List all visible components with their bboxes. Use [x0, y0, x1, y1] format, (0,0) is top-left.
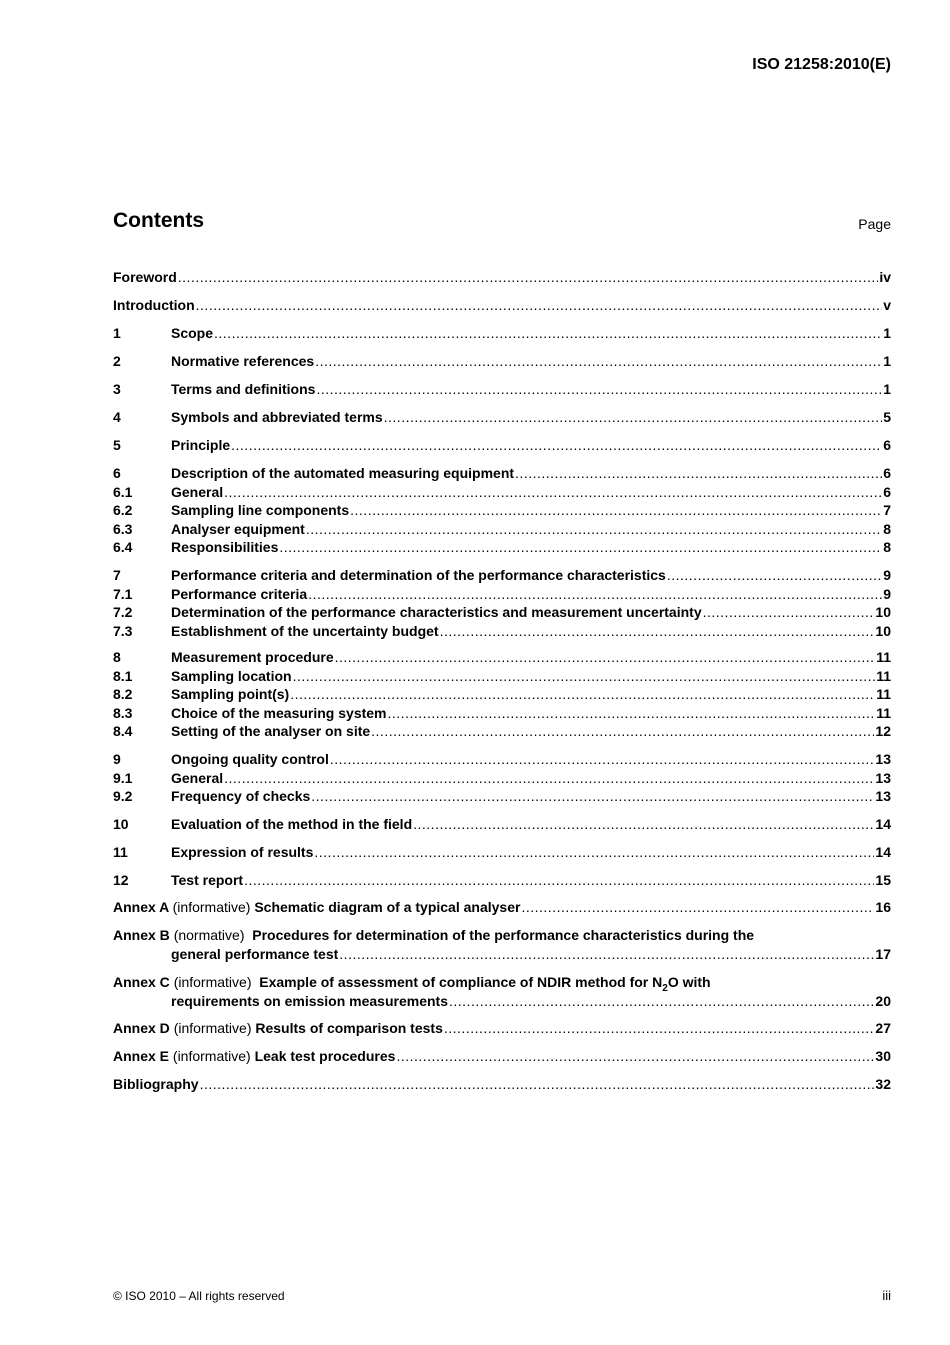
toc-title-line1: Example of assessment of compliance of NDIR method for N [259, 974, 663, 990]
toc-entry[interactable] [113, 685, 891, 704]
leader-dots [396, 1047, 874, 1065]
toc-page: 30 [875, 1048, 891, 1064]
leader-dots [371, 722, 874, 740]
toc-entry[interactable] [113, 750, 891, 769]
annex-label: Annex C [113, 974, 170, 990]
toc-clause-8 [113, 648, 891, 741]
toc-entry-annex[interactable] [113, 1019, 891, 1038]
toc-entry-foreword[interactable] [113, 268, 891, 287]
leader-dots [413, 815, 874, 833]
toc-page: 13 [875, 788, 891, 805]
toc-entry-annex[interactable] [113, 1047, 891, 1066]
toc-entry[interactable] [113, 352, 891, 371]
toc-title: General [171, 483, 224, 500]
leader-dots [224, 483, 882, 501]
toc-front-matter [113, 268, 891, 314]
footer-page-number: iii [882, 1288, 891, 1303]
leader-dots [224, 769, 874, 787]
toc-page: 9 [883, 567, 891, 583]
toc-title: Performance criteria and determination of the performance characteristics [171, 567, 666, 583]
toc-entry[interactable] [113, 380, 891, 399]
toc-number: 6.1 [113, 483, 133, 500]
toc-title: Performance criteria [171, 585, 308, 602]
toc-title: Frequency of checks [171, 788, 311, 805]
toc-number: 4 [113, 408, 121, 425]
annex-label: Annex A [113, 899, 169, 915]
toc-title: Sampling location [171, 667, 292, 684]
leader-dots [293, 667, 876, 685]
annex-label: Annex E [113, 1048, 170, 1064]
toc-title: Introduction [113, 296, 195, 313]
toc-title: Analyser equipment [171, 520, 305, 537]
annex-label: Annex B [113, 927, 170, 943]
toc-entry[interactable] [113, 815, 891, 834]
toc-clause-6 [113, 464, 891, 557]
toc-title: Description of the automated measuring equipment [171, 465, 515, 481]
toc-title: Leak test procedures [254, 1048, 396, 1064]
toc-title: Determination of the performance characteristics and measurement uncertainty [171, 604, 702, 621]
leader-dots [315, 352, 882, 370]
toc-number: 6 [113, 465, 121, 481]
toc-entry[interactable] [113, 483, 891, 502]
toc-page: 5 [883, 408, 891, 425]
toc-clause-7 [113, 566, 891, 640]
toc-title: Expression of results [171, 843, 314, 860]
toc-page: 13 [875, 769, 891, 786]
toc-annex-c [113, 973, 891, 1011]
toc-title-line1: Procedures for determination of the performance characteristics during the [252, 927, 755, 943]
toc-number: 12 [113, 871, 129, 888]
annex-kind: (informative) [172, 899, 251, 915]
leader-dots [306, 520, 882, 538]
leader-dots [231, 436, 882, 454]
toc-page: 1 [883, 352, 891, 369]
toc-number: 11 [113, 843, 128, 860]
toc-title: Scope [171, 325, 214, 341]
toc-title: Symbols and abbreviated terms [171, 408, 383, 425]
toc-page: 10 [875, 604, 891, 621]
leader-dots [244, 871, 874, 889]
toc-page: 8 [883, 539, 891, 556]
toc-page: 14 [875, 816, 891, 832]
toc-entry[interactable] [113, 722, 891, 741]
toc-entry[interactable] [113, 408, 891, 427]
leader-dots [449, 992, 874, 1010]
leader-dots [200, 1075, 875, 1093]
toc-title: Responsibilities [171, 539, 279, 556]
toc-title: Sampling line components [171, 502, 350, 519]
toc-title: Ongoing quality control [171, 751, 329, 767]
toc-entry[interactable] [113, 622, 891, 641]
toc-number: 6.3 [113, 520, 133, 537]
leader-dots [279, 538, 882, 556]
toc-number: 8.4 [113, 723, 133, 740]
toc-number: 9.1 [113, 769, 133, 786]
leader-dots [214, 324, 882, 342]
leader-dots [311, 787, 874, 805]
annex-label: Annex D [113, 1020, 170, 1036]
toc-page: 1 [883, 325, 891, 341]
toc-page: 7 [883, 502, 891, 519]
toc-number: 8.1 [113, 667, 133, 684]
toc-page: 9 [883, 585, 891, 602]
toc-annexes-d-e-bibliography [113, 1019, 891, 1094]
document-id: ISO 21258:2010(E) [752, 56, 891, 73]
toc-number: 7.1 [113, 585, 133, 602]
leader-dots [178, 268, 879, 286]
toc-title: Foreword [113, 269, 177, 285]
toc-number: 9.2 [113, 788, 133, 805]
toc-entry[interactable] [113, 871, 891, 890]
toc-page: 20 [875, 993, 891, 1009]
toc-page: v [883, 296, 891, 313]
annex-kind: (informative) [173, 1020, 252, 1036]
toc-entry-annex[interactable] [113, 898, 891, 917]
toc-title-line2: general performance test [171, 946, 339, 962]
contents-heading: Contents [113, 209, 204, 232]
subscript: 2 [662, 982, 668, 994]
toc-entry-annex[interactable] [113, 973, 891, 992]
leader-dots [515, 464, 882, 482]
footer-copyright: © ISO 2010 – All rights reserved [113, 1289, 285, 1303]
toc-number: 7.2 [113, 604, 133, 621]
toc-title: Test report [171, 871, 244, 888]
leader-dots [316, 380, 882, 398]
annex-reference [113, 898, 254, 916]
toc-title: Sampling point(s) [171, 686, 290, 703]
toc-clause-9 [113, 750, 891, 806]
toc-entry[interactable] [113, 436, 891, 455]
leader-dots [521, 898, 874, 916]
toc-title: Principle [171, 436, 231, 453]
toc-entry[interactable] [113, 603, 891, 622]
toc-title: Schematic diagram of a typical analyser [254, 899, 521, 915]
toc-entry[interactable] [113, 787, 891, 806]
toc-number: 8.2 [113, 686, 133, 703]
annex-kind: (normative) [173, 927, 245, 943]
toc-entry[interactable] [113, 501, 891, 520]
toc-page: 14 [875, 843, 891, 860]
leader-dots [290, 685, 875, 703]
toc-entry[interactable] [113, 566, 891, 585]
toc-page: 6 [883, 483, 891, 500]
leader-dots [308, 585, 882, 603]
toc-page: 11 [876, 667, 891, 684]
leader-dots [350, 501, 882, 519]
toc-page: 11 [876, 704, 891, 721]
annex-kind: (informative) [172, 1048, 251, 1064]
toc-page: 6 [883, 465, 891, 481]
toc-page: 13 [875, 751, 891, 767]
toc-page: 11 [876, 649, 891, 665]
toc-entry[interactable] [113, 585, 891, 604]
toc-title: Evaluation of the method in the field [171, 816, 413, 832]
toc-entry[interactable] [113, 667, 891, 686]
toc-entry-continuation[interactable] [113, 945, 891, 964]
leader-dots [440, 622, 875, 640]
toc-entry[interactable] [113, 538, 891, 557]
toc-entry-introduction[interactable] [113, 296, 891, 315]
toc-page: 16 [875, 899, 891, 915]
leader-dots [339, 945, 874, 963]
toc-number: 8.3 [113, 704, 133, 721]
toc-entry-continuation[interactable] [113, 992, 891, 1011]
toc-entry[interactable] [113, 843, 891, 862]
toc-page: 8 [883, 520, 891, 537]
toc-clauses-1-5 [113, 324, 891, 455]
leader-dots [314, 843, 874, 861]
toc-page: 6 [883, 436, 891, 453]
toc-number: 5 [113, 436, 121, 453]
toc-title-line2: requirements on emission measurements [171, 993, 448, 1009]
toc-number: 7 [113, 567, 121, 583]
leader-dots [330, 750, 875, 768]
toc-page: 11 [876, 686, 891, 703]
toc-entry-annex[interactable] [113, 926, 891, 945]
toc-page: 17 [875, 946, 891, 962]
toc-annex-a [113, 898, 891, 917]
annex-kind: (informative) [173, 974, 252, 990]
toc-title: Measurement procedure [171, 649, 334, 665]
toc-clauses-10-12 [113, 815, 891, 890]
leader-dots [196, 296, 883, 314]
toc-entry-bibliography[interactable] [113, 1075, 891, 1094]
toc-title: Terms and definitions [171, 380, 316, 397]
toc-page: 1 [883, 380, 891, 397]
toc-entry[interactable] [113, 464, 891, 483]
annex-reference [113, 1047, 255, 1065]
toc-entry[interactable] [113, 648, 891, 667]
toc-page: 12 [875, 723, 891, 740]
leader-dots [388, 704, 876, 722]
toc-number: 6.2 [113, 502, 133, 519]
annex-reference [113, 1019, 255, 1037]
leader-dots [384, 408, 883, 426]
toc-number: 2 [113, 352, 121, 369]
leader-dots [444, 1019, 875, 1037]
toc-number: 6.4 [113, 539, 133, 556]
toc-entry[interactable] [113, 520, 891, 539]
toc-title: Normative references [171, 352, 315, 369]
toc-page: 27 [875, 1020, 891, 1036]
toc-page: 10 [875, 622, 891, 639]
toc-title: Bibliography [113, 1076, 199, 1092]
toc-page: iv [879, 269, 891, 285]
toc-number: 7.3 [113, 622, 133, 639]
toc-entry[interactable] [113, 704, 891, 723]
leader-dots [335, 648, 876, 666]
toc-number: 8 [113, 649, 121, 665]
toc-number: 1 [113, 325, 121, 341]
leader-dots [667, 566, 882, 584]
leader-dots [703, 603, 875, 621]
toc-title: Results of comparison tests [255, 1020, 443, 1036]
toc-title: Setting of the analyser on site [171, 723, 371, 740]
toc-entry[interactable] [113, 324, 891, 343]
toc-entry[interactable] [113, 769, 891, 788]
toc-page: 32 [875, 1076, 891, 1092]
toc-annex-b [113, 926, 891, 964]
toc-page: 15 [875, 871, 891, 888]
toc-title: Choice of the measuring system [171, 704, 387, 721]
toc-number: 10 [113, 816, 129, 832]
toc-title: Establishment of the uncertainty budget [171, 622, 439, 639]
toc-number: 3 [113, 380, 121, 397]
toc-title: General [171, 769, 224, 786]
toc-title-line1-end: O with [667, 974, 711, 990]
page-column-label: Page [858, 216, 891, 232]
toc-number: 9 [113, 751, 121, 767]
